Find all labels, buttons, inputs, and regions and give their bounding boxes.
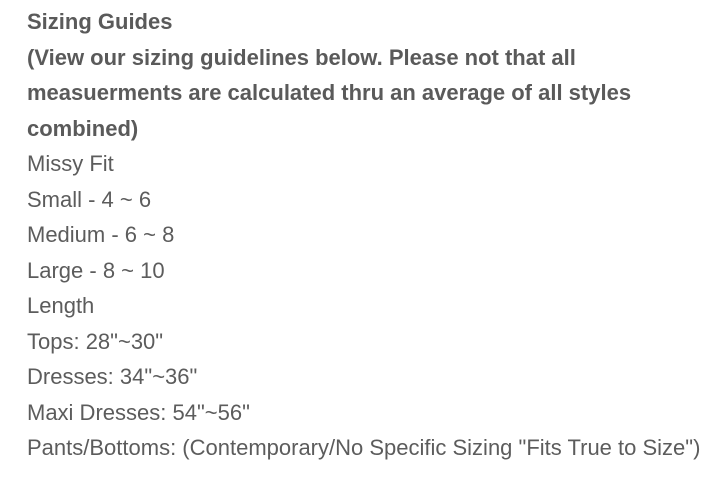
length-tops: Tops: 28"~30" [27, 328, 164, 354]
length-section-title: Length [27, 293, 95, 318]
size-large: Large - 8 ~ 10 [27, 257, 165, 283]
length-maxi-dresses: Maxi Dresses: 54"~56" [27, 399, 250, 425]
length-dresses: Dresses: 34"~36" [27, 364, 198, 389]
sizing-guides-title: Sizing Guides [27, 9, 173, 34]
fit-section-title: Missy Fit [27, 151, 114, 176]
sizing-guidelines-note: (View our sizing guidelines below. Please not that all measuerments are calculated thru an average of all styles combined) [27, 44, 632, 141]
size-small: Small - 4 ~ 6 [27, 186, 152, 212]
size-medium: Medium - 6 ~ 8 [27, 222, 175, 247]
length-pants-bottoms: Pants/Bottoms: (Contemporary/No Specific Sizing "Fits True to Size") [27, 435, 701, 460]
